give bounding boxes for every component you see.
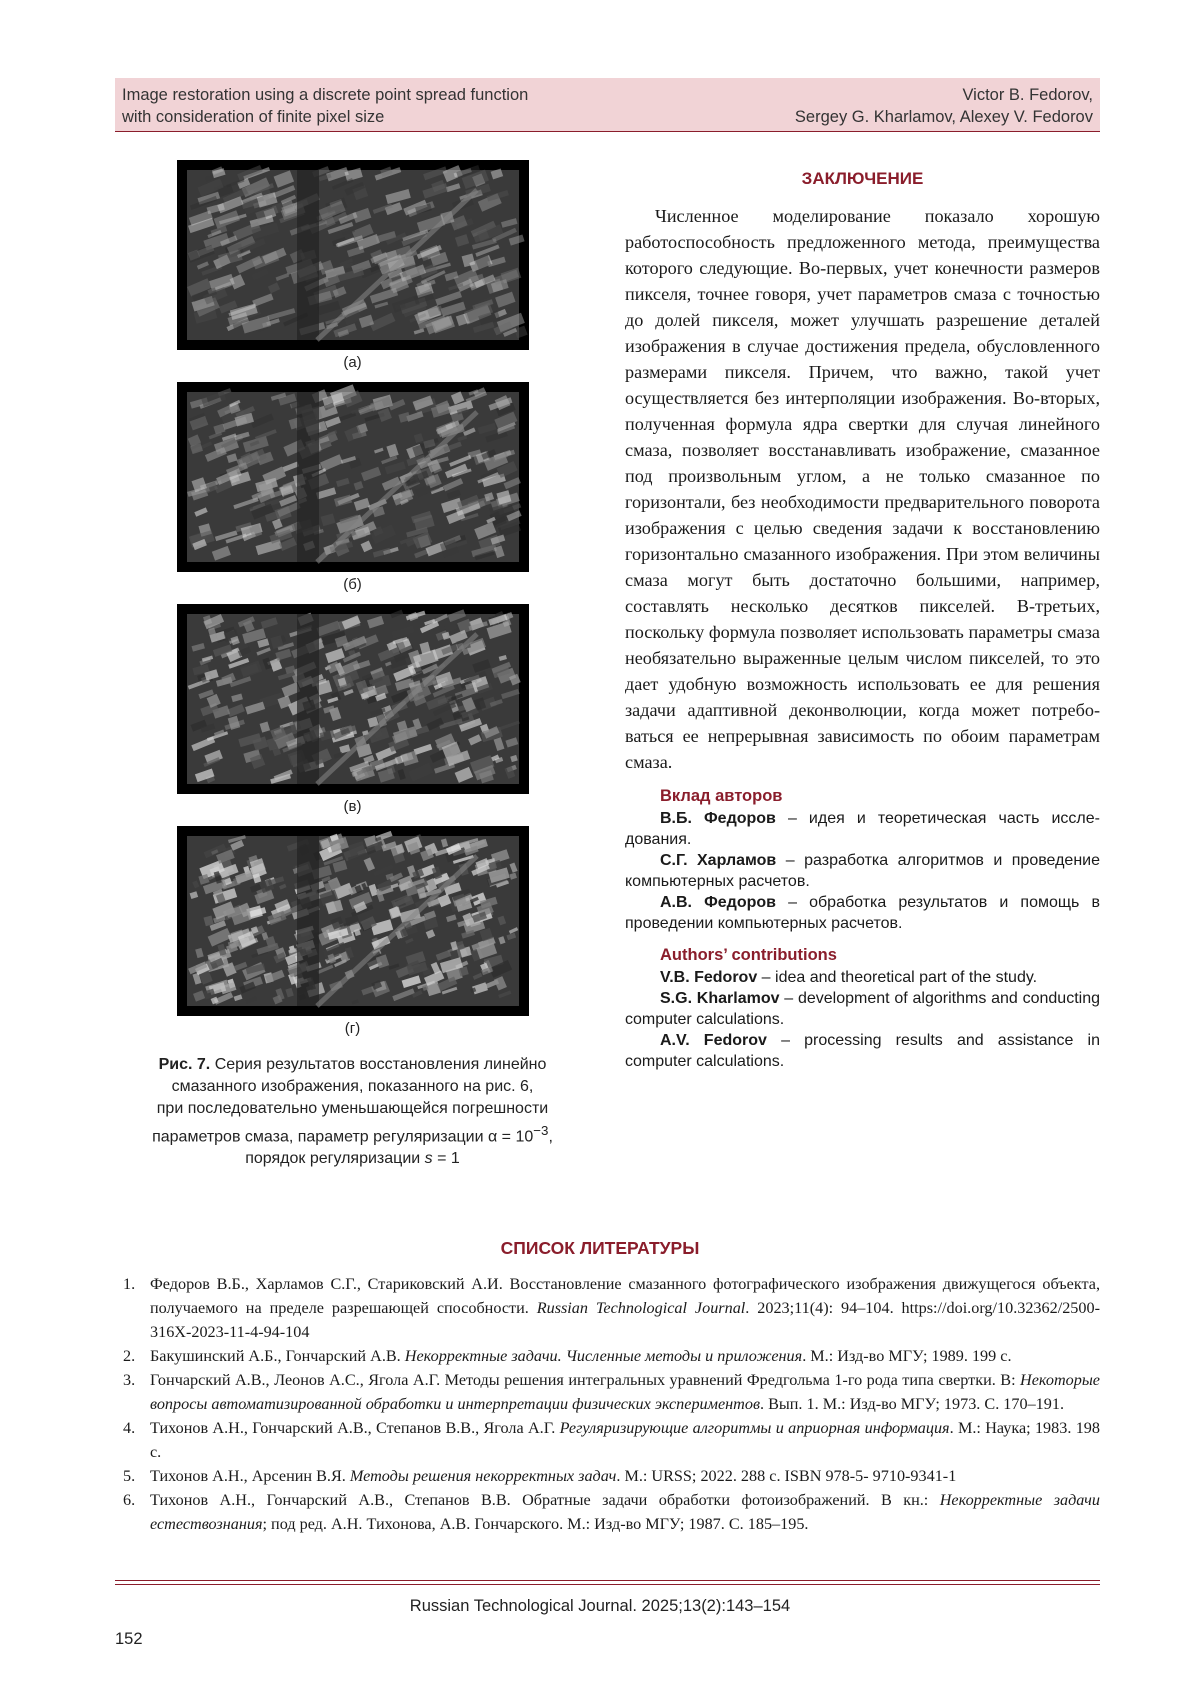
header-authors-line2: Sergey G. Kharlamov, Alexey V. Fedorov bbox=[794, 108, 1093, 126]
figure-caption-line5 bbox=[115, 1148, 590, 1170]
figure-panel-a-label: (а) bbox=[343, 354, 362, 371]
caption-line5-end: = 1 bbox=[432, 1150, 460, 1168]
reference-source: Russian Technological Journal bbox=[536, 1299, 746, 1317]
figure-panel-a-image bbox=[177, 160, 529, 350]
conclusion-heading: ЗАКЛЮЧЕНИЕ bbox=[801, 169, 924, 188]
reference-text: Тихонов А.Н., Гончарский А.В., Степанов В.В. Обратные задачи обработки фотоизображений. В кн.: bbox=[150, 1491, 940, 1509]
running-header bbox=[115, 78, 1100, 132]
reference-number: 2. bbox=[123, 1347, 136, 1365]
references-list bbox=[118, 1272, 1100, 1536]
figure-caption-line3: при последовательно уменьшающейся погрешности bbox=[156, 1100, 549, 1117]
caption-line5-text: порядок регуляризации bbox=[245, 1150, 425, 1168]
header-title-line1: Image restoration using a discrete point spread function bbox=[122, 86, 529, 104]
footer-divider bbox=[115, 1584, 1100, 1585]
figure-panel-b-label: (б) bbox=[343, 576, 362, 593]
reference-details: . М.: Наука; 1983. 198 с. bbox=[150, 1419, 1100, 1461]
reference-item bbox=[118, 1488, 1100, 1536]
contrib-en-item bbox=[625, 967, 1100, 988]
contrib-ru-item bbox=[625, 808, 1100, 850]
reference-number: 1. bbox=[123, 1275, 136, 1293]
reference-text: Бакушинский А.Б., Гончарский А.В. bbox=[150, 1347, 405, 1365]
footer-divider bbox=[115, 1580, 1100, 1581]
header-title bbox=[122, 84, 642, 131]
reference-details: . М.: URSS; 2022. 288 с. ISBN 978-5- 9710-9341-1 bbox=[616, 1467, 957, 1485]
reference-item bbox=[118, 1344, 1100, 1368]
figure-caption-line1: Серия результатов восстановления линейно bbox=[210, 1056, 547, 1073]
figure-caption-line2: смазанного изображения, показанного на рис. 6, bbox=[171, 1078, 534, 1095]
reference-details: . Вып. 1. М.: Изд-во МГУ; 1973. С. 170–191. bbox=[760, 1395, 1064, 1413]
figure-panel-v-label: (в) bbox=[343, 798, 362, 815]
reference-number: 5. bbox=[123, 1467, 136, 1485]
reference-number: 6. bbox=[123, 1491, 136, 1509]
reference-source: Некоторые вопросы автоматизированной обработки и интерпретации физических экспериментов bbox=[150, 1371, 1100, 1413]
figure-7 bbox=[115, 160, 590, 1170]
contrib-author-role: – development of algorithms and conducting computer calculations. bbox=[625, 990, 1100, 1028]
contrib-author-name: V.B. Fedorov bbox=[660, 969, 758, 986]
contrib-author-role: – обработка результатов и помощь в проведении компьютерных расчетов. bbox=[625, 894, 1101, 932]
header-authors-line1: Victor B. Fedorov, bbox=[962, 86, 1093, 104]
reference-details: . 2023;11(4): 94–104. https://doi.org/10.32362/2500-316X-2023-11-4-94-104 bbox=[150, 1299, 1100, 1341]
figure-panel-b-image bbox=[177, 382, 529, 572]
contrib-author-role: – идея и теоретическая часть исследования. bbox=[625, 810, 1100, 848]
reference-text: Федоров В.Б., Харламов С.Г., Стариковский А.И. Восстановление смазанного фотографического изображения движущегося объекта, получаемого на пределе разрешающей способности. bbox=[150, 1275, 1100, 1317]
contrib-author-name: С.Г. Харламов bbox=[660, 852, 777, 869]
contrib-en-heading: Authors’ contributions bbox=[660, 946, 837, 964]
figure-panel-g-image bbox=[177, 826, 529, 1016]
reference-text: Тихонов А.Н., Гончарский А.В., Степанов В.В., Ягола А.Г. bbox=[150, 1419, 560, 1437]
reference-source: Некорректные задачи. Численные методы и приложения bbox=[404, 1347, 803, 1365]
page-number: 152 bbox=[115, 1630, 143, 1648]
conclusion-paragraph: Численное моделирование показало хорошую работоспособность предложенного метода, преимущества которого следующие. Во-первых, учет конечности размеров пикселя, точнее говоря, учет параметров смаза с точностью до долей пикселя, может улучшать разрешение деталей изображения в случае достижения предела, обусловленного размерами пикселя. Причем, что важно, такой учет осуществляется без интерполяции изображения. Во-вторых, полученная формула ядра свертки для случая линейного смаза, позволяет восстанавливать изображение, смазанное под произвольным углом, а не только смазанное по горизонтали, без необходимости предварительного поворота изображения с целью сведения задачи к восстановлению горизонтально смазанного изображения. При этом величины смаза могут быть достаточно большими, например, составлять несколько десятков пикселей. В-третьих, поскольку формула позволяет использовать параметры смаза необязательно выраженные целым числом пикселей, то это дает удобную возможность использовать ее для решения задачи адаптивной деконволюции, когда может потребоваться ее непрерывная зависимость по обоим параметрам смаза. bbox=[625, 206, 1100, 772]
contrib-author-name: A.V. Fedorov bbox=[660, 1032, 767, 1049]
reference-source: Методы решения некорректных задач bbox=[349, 1467, 617, 1485]
contrib-ru-heading: Вклад авторов bbox=[660, 787, 783, 805]
caption-variable-s: s bbox=[424, 1150, 433, 1168]
reference-number: 3. bbox=[123, 1371, 136, 1389]
contrib-author-name: В.Б. Федоров bbox=[660, 810, 776, 827]
caption-line4-end: , bbox=[548, 1128, 553, 1146]
right-column bbox=[625, 165, 1100, 1072]
reference-source: Регуляризирующие алгоритмы и априорная информация bbox=[559, 1419, 950, 1437]
journal-footer: Russian Technological Journal. 2025;13(2):143–154 bbox=[409, 1597, 791, 1615]
figure-panel-v-image bbox=[177, 604, 529, 794]
reference-source: Некорректные задачи естествознания bbox=[150, 1491, 1100, 1533]
contrib-author-name: S.G. Kharlamov bbox=[660, 990, 780, 1007]
contrib-author-role: – разработка алгоритмов и проведение компьютерных расчетов. bbox=[625, 852, 1100, 890]
figure-caption-label: Рис. 7. bbox=[158, 1056, 211, 1073]
reference-number: 4. bbox=[123, 1419, 136, 1437]
reference-details: . М.: Изд-во МГУ; 1989. 199 с. bbox=[802, 1347, 1012, 1365]
reference-details: ; под ред. А.Н. Тихонова, А.В. Гончарского. М.: Изд-во МГУ; 1987. С. 185–195. bbox=[262, 1515, 809, 1533]
reference-item bbox=[118, 1272, 1100, 1344]
reference-item bbox=[118, 1416, 1100, 1464]
reference-text: Тихонов А.Н., Арсенин В.Я. bbox=[150, 1467, 350, 1485]
header-authors bbox=[795, 84, 1093, 131]
header-title-line2: with consideration of finite pixel size bbox=[122, 108, 385, 126]
references-heading: СПИСОК ЛИТЕРАТУРЫ bbox=[500, 1238, 700, 1258]
figure-panel-g-label: (г) bbox=[344, 1020, 361, 1037]
caption-exponent: −3 bbox=[533, 1123, 549, 1138]
reference-item bbox=[118, 1464, 1100, 1488]
reference-item bbox=[118, 1368, 1100, 1416]
contrib-ru-item bbox=[625, 850, 1100, 892]
figure-caption bbox=[115, 1054, 590, 1170]
contrib-author-name: А.В. Федоров bbox=[660, 894, 776, 911]
contrib-author-role: – idea and theoretical part of the study. bbox=[757, 969, 1038, 986]
contrib-en-item bbox=[625, 988, 1100, 1030]
contrib-en-item bbox=[625, 1030, 1100, 1072]
figure-caption-line4 bbox=[115, 1120, 590, 1148]
contrib-ru-item bbox=[625, 892, 1100, 934]
contrib-author-role: – processing results and assistance in computer calculations. bbox=[625, 1032, 1100, 1070]
reference-text: Гончарский А.В., Леонов А.С., Яголa А.Г. Методы решения интегральных уравнений Фредгольма 1-го рода типа свертки. В: bbox=[150, 1371, 1021, 1389]
caption-line4-text: параметров смаза, параметр регуляризации α = 10 bbox=[152, 1128, 534, 1146]
